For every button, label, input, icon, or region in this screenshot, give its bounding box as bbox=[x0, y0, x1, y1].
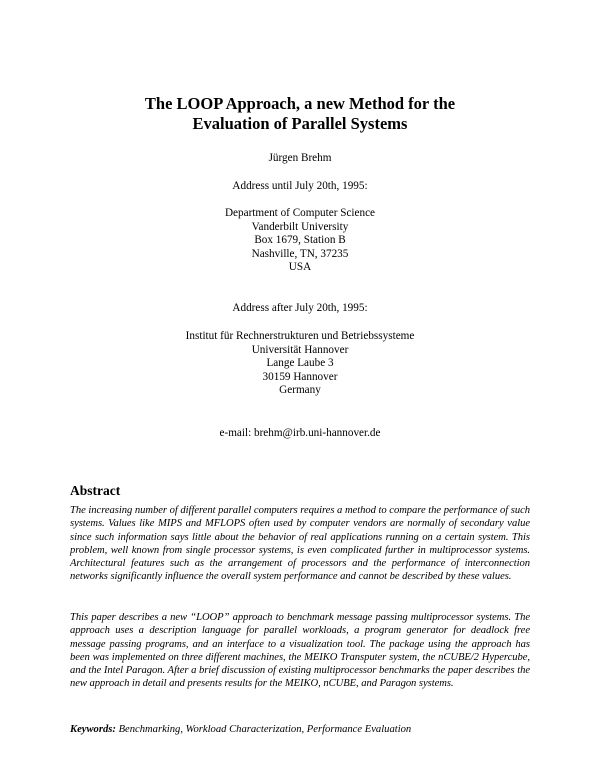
address-after-block bbox=[0, 330, 600, 398]
title-line-1: The LOOP Approach, a new Method for the bbox=[144, 94, 456, 113]
keywords-list: Benchmarking, Workload Characterization, Performance Evaluation bbox=[118, 724, 412, 735]
address-until-line: Box 1679, Station B bbox=[254, 234, 346, 246]
address-after-line: Germany bbox=[279, 384, 321, 396]
address-after-label: Address after July 20th, 1995: bbox=[232, 302, 368, 314]
address-until-line: Nashville, TN, 37235 bbox=[251, 247, 349, 260]
keywords-label: Keywords: bbox=[70, 724, 116, 735]
address-after-line: Institut für Rechnerstrukturen und Betriebssysteme bbox=[185, 330, 415, 342]
abstract-paragraph-1: The increasing number of different parallel computers requires a method to compare the performance of such systems. Values like MIPS and MFLOPS often used by computer vendors are normally of secondary value since such information says little about the behavior of real applications running on a certain system. This problem, well known from single processor systems, is even complicated further in multiprocessor systems. Architectural features such as the arrangement of processors and the performance of interconnection networks significantly influence the overall system performance and cannot be described by these values. bbox=[70, 505, 530, 583]
address-until-label: Address until July 20th, 1995: bbox=[232, 180, 368, 192]
address-until-line: USA bbox=[288, 261, 312, 273]
email-address: e-mail: brehm@irb.uni-hannover.de bbox=[219, 427, 381, 439]
paper-title bbox=[0, 94, 600, 134]
abstract-heading: Abstract bbox=[70, 483, 121, 498]
abstract-paragraph-2: This paper describes a new “LOOP” approach to benchmark message passing multiprocessor systems. The approach uses a description language for parallel workloads, a program generator for deadlock free message passing programs, and an interface to a visualization tool. The package using the approach has been was implemented on three different machines, the MEIKO Transputer system, the nCUBE/2 Hypercube, and the Intel Paragon. After a brief discussion of existing multiprocessor benchmarks the paper describes the new approach in detail and presents results for the MEIKO, nCUBE, and Paragon systems. bbox=[70, 612, 530, 690]
address-after-line: Universität Hannover bbox=[251, 343, 349, 356]
address-until-line: Department of Computer Science bbox=[224, 207, 376, 219]
title-line-2: Evaluation of Parallel Systems bbox=[192, 114, 408, 133]
keywords-line bbox=[70, 724, 411, 735]
address-after-line: 30159 Hannover bbox=[262, 370, 338, 383]
address-until-line: Vanderbilt University bbox=[251, 220, 349, 233]
address-until-block bbox=[0, 207, 600, 275]
author-name: Jürgen Brehm bbox=[268, 152, 332, 164]
address-after-line: Lange Laube 3 bbox=[266, 357, 334, 369]
